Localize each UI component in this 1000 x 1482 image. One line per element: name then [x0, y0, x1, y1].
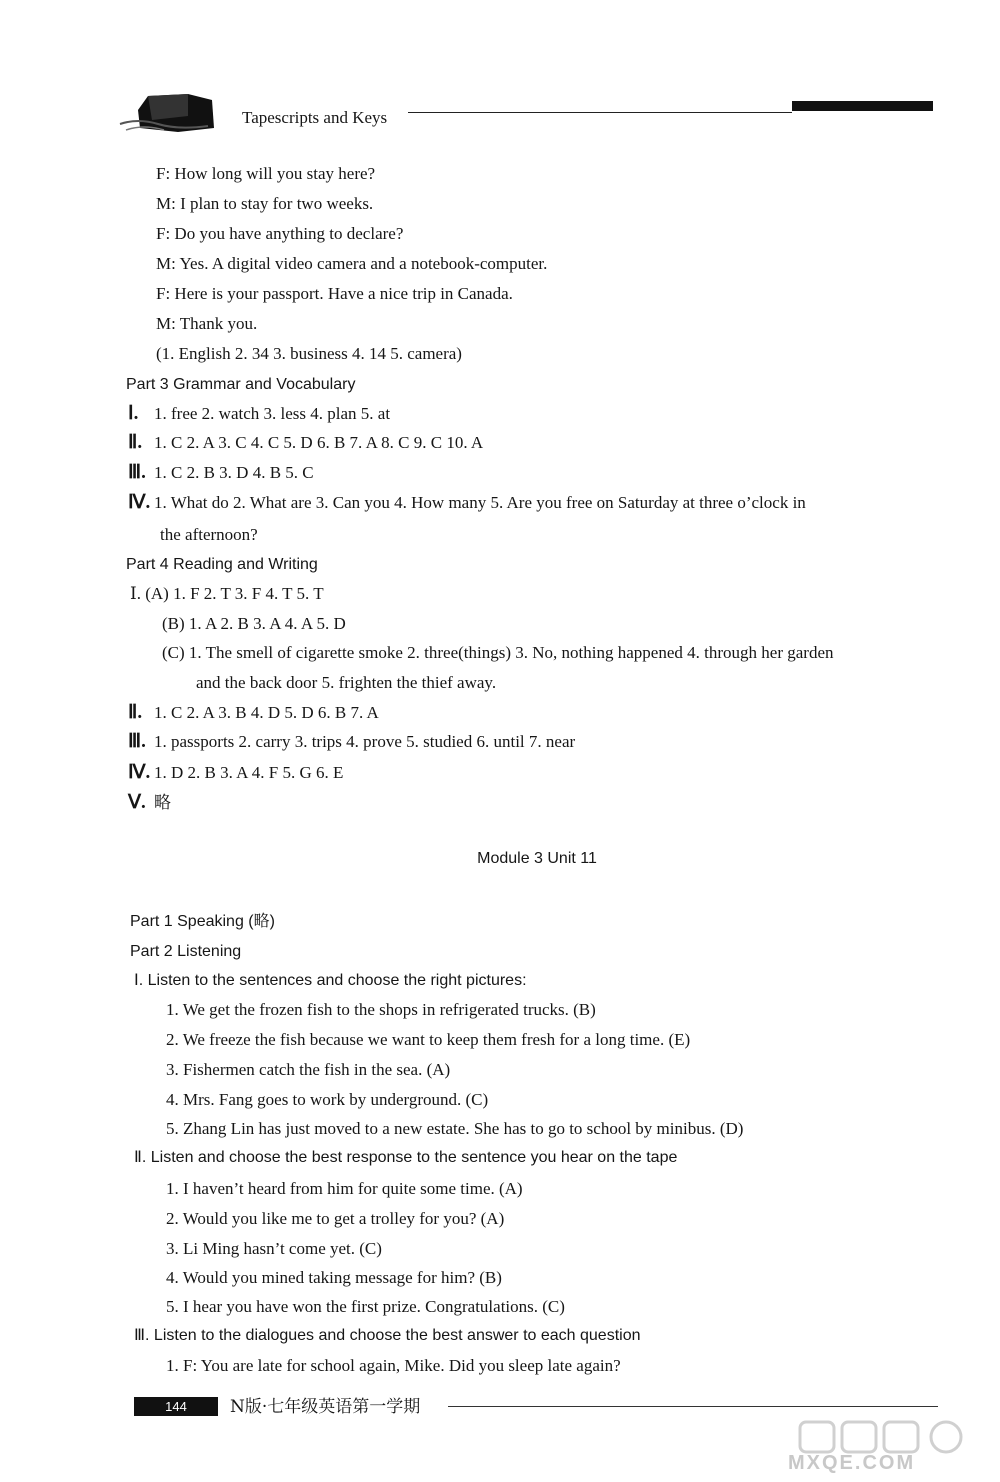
answer-row	[128, 702, 379, 724]
answer-row: Ⅰ. (A) 1. F 2. T 3. F 4. T 5. T	[130, 584, 324, 603]
list-item: 5. Zhang Lin has just moved to a new estate. She has to go to school by minibus. (D)	[166, 1119, 744, 1138]
list-item: 5. I hear you have won the first prize. Congratulations. (C)	[166, 1297, 565, 1316]
list-item: 2. We freeze the fish because we want to keep them fresh for a long time. (E)	[166, 1030, 691, 1049]
list-item: 2. Would you like me to get a trolley for you? (A)	[166, 1209, 505, 1228]
answer-row	[128, 762, 343, 784]
part1-title: Part 1 Speaking (略)	[130, 913, 275, 930]
answer-continuation: and the back door 5. frighten the thief away.	[196, 673, 497, 692]
dialogue-line: F: How long will you stay here?	[156, 164, 376, 183]
list-item: 3. Li Ming hasn’t come yet. (C)	[166, 1239, 382, 1258]
answer-continuation: the afternoon?	[160, 525, 258, 544]
answer-row	[128, 403, 390, 425]
answer-text: 1. free 2. watch 3. less 4. plan 5. at	[154, 404, 391, 423]
list-item: 1. F: You are late for school again, Mike. Did you sleep late again?	[166, 1356, 621, 1375]
answer-text: 1. C 2. A 3. B 4. D 5. D 6. B 7. A	[154, 703, 379, 722]
roman-numeral: Ⅴ.	[128, 792, 146, 813]
list-item: 4. Would you mined taking message for him? (B)	[166, 1268, 502, 1287]
list-item: 1. I haven’t heard from him for quite some time. (A)	[166, 1179, 523, 1198]
roman-numeral: Ⅱ.	[128, 432, 143, 453]
page-header	[0, 0, 1000, 150]
roman-numeral: Ⅳ.	[128, 762, 151, 783]
part3-title: Part 3 Grammar and Vocabulary	[126, 376, 356, 393]
roman-numeral: Ⅰ.	[128, 403, 139, 424]
answer-row	[128, 492, 806, 514]
book-title: N版·七年级英语第一学期	[230, 1397, 421, 1417]
dialogue-line: F: Do you have anything to declare?	[156, 224, 404, 243]
dialogue-line: M: I plan to stay for two weeks.	[156, 194, 374, 213]
roman-numeral: Ⅲ.	[128, 731, 146, 752]
page-number: 144	[134, 1397, 218, 1416]
part2-title: Part 2 Listening	[130, 943, 242, 960]
list-item: 4. Mrs. Fang goes to work by underground. (C)	[166, 1090, 489, 1109]
footer-rule	[448, 1406, 938, 1407]
part4-title: Part 4 Reading and Writing	[126, 556, 318, 573]
answer-row	[128, 792, 171, 814]
dialogue-line: M: Yes. A digital video camera and a notebook-computer.	[156, 254, 548, 273]
answer-row	[128, 731, 575, 753]
answer-text: 1. C 2. A 3. C 4. C 5. D 6. B 7. A 8. C 9. C 10. A	[154, 433, 484, 452]
exercise-title: Ⅱ. Listen and choose the best response to the sentence you hear on the tape	[134, 1149, 678, 1166]
header-bar	[792, 101, 933, 111]
module-title: Module 3 Unit 11	[477, 850, 597, 867]
answer-row: (B) 1. A 2. B 3. A 4. A 5. D	[162, 614, 346, 633]
header-rule	[408, 112, 792, 113]
exercise-title: Ⅲ. Listen to the dialogues and choose the best answer to each question	[134, 1327, 641, 1344]
dialogue-line: F: Here is your passport. Have a nice trip in Canada.	[156, 284, 513, 303]
exercise-title: Ⅰ. Listen to the sentences and choose the right pictures:	[134, 972, 527, 989]
answer-row	[128, 462, 314, 484]
books-logo-icon	[118, 90, 218, 136]
answer-text: 1. passports 2. carry 3. trips 4. prove 5. studied 6. until 7. near	[154, 732, 576, 751]
roman-numeral: Ⅲ.	[128, 462, 146, 483]
list-item: 1. We get the frozen fish to the shops in refrigerated trucks. (B)	[166, 1000, 596, 1019]
answer-text: 1. C 2. B 3. D 4. B 5. C	[154, 463, 314, 482]
roman-numeral: Ⅱ.	[128, 702, 143, 723]
list-item: 3. Fishermen catch the fish in the sea. (A)	[166, 1060, 451, 1079]
watermark-text: MXQE.COM	[788, 1452, 916, 1474]
answer-key: (1. English 2. 34 3. business 4. 14 5. camera)	[156, 344, 462, 363]
header-title: Tapescripts and Keys	[242, 108, 388, 127]
dialogue-line: M: Thank you.	[156, 314, 258, 333]
answer-text: 1. D 2. B 3. A 4. F 5. G 6. E	[154, 763, 344, 782]
answer-row: (C) 1. The smell of cigarette smoke 2. three(things) 3. No, nothing happened 4. through her garden	[162, 643, 834, 662]
roman-numeral: Ⅳ.	[128, 492, 151, 513]
answer-text: 1. What do 2. What are 3. Can you 4. How many 5. Are you free on Saturday at three o’clock in	[154, 493, 806, 512]
answer-text: 略	[154, 793, 171, 812]
answer-row	[128, 432, 483, 454]
